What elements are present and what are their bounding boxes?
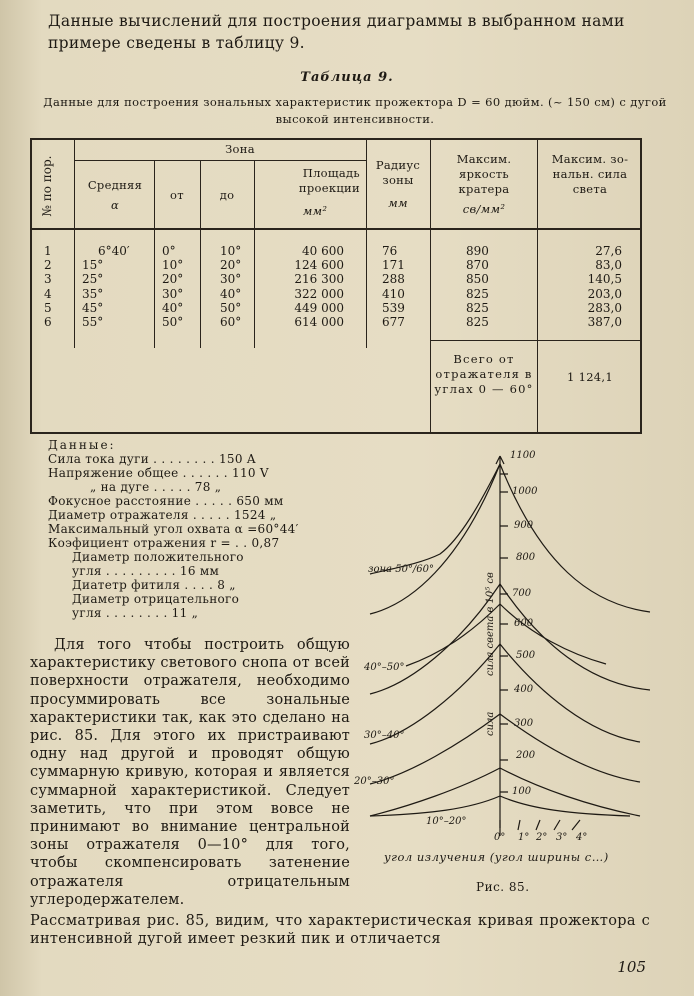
header-to: до — [219, 188, 235, 202]
zone-label-40-50: 40°–50° — [364, 662, 405, 673]
figure-caption: Рис. 85. — [476, 880, 530, 894]
data-line: Диаметр отрицательного — [72, 592, 240, 606]
data-heading: Данные: — [48, 438, 116, 452]
header-radius: Радиус зоны — [375, 158, 421, 187]
scale-label-500: 500 — [516, 650, 536, 661]
data-line: „ на дуге . . . . . 78 „ — [90, 480, 222, 494]
col-to: 10° 20° 30° 40° 50° 60° — [220, 244, 242, 330]
data-line: Диаметр отражателя . . . . . 1524 „ — [48, 508, 277, 522]
data-line: Сила тока дуги . . . . . . . . 150 A — [48, 452, 256, 466]
bottom-paragraph: Рассматривая рис. 85, видим, что характеристическая кривая прожектора с интенсивной дугой имеет резкий пик и отличается — [30, 913, 650, 947]
zone-label-30-40: 30°–40° — [364, 730, 405, 741]
col-middle: 6°40′ 15° 25° 35° 45° 55° — [82, 244, 130, 330]
header-number: № по пор. — [40, 155, 54, 217]
header-intensity: Максим. зо-нальн. сила света — [551, 152, 629, 196]
scale-label-900: 900 — [514, 520, 534, 531]
data-line: Фокусное расстояние . . . . . 650 мм — [48, 494, 284, 508]
data-line: Диаметр положительного — [72, 550, 244, 564]
header-from: от — [170, 188, 184, 202]
header-brightness: Максим. яркость кратера — [456, 152, 512, 196]
header-middle: Средняя — [87, 178, 143, 192]
y-label-1: сила света в 10⁵ св — [485, 572, 496, 676]
zone-label-50-60: зона 50°/60° — [368, 564, 435, 575]
table-caption: Таблица 9. — [300, 70, 394, 85]
scale-label-300: 300 — [514, 718, 534, 729]
data-line: Максимальный угол охвата α =60°44′ — [48, 522, 299, 536]
col-from: 0° 10° 20° 30° 40° 50° — [162, 244, 184, 330]
header-zone: Зона — [225, 142, 255, 156]
x-tick: 2° — [536, 832, 548, 843]
data-line: угля . . . . . . . . 11 „ — [72, 606, 199, 620]
header-brightness-unit: св/мм² — [462, 202, 506, 216]
col-area: 40 600 124 600 216 300 322 000 449 000 614 000 — [294, 244, 344, 330]
x-tick: 0° — [494, 832, 506, 843]
header-middle-unit: α — [110, 198, 120, 212]
data-line: угля . . . . . . . . . 16 мм — [72, 564, 220, 578]
header-radius-unit: мм — [388, 196, 408, 210]
x-tick: 4° — [576, 832, 588, 843]
data-line: Диатетр фитиля . . . . 8 „ — [72, 578, 236, 592]
scale-label-1100: 1100 — [510, 450, 536, 461]
total-label: Всего от отражателя в углах 0 — 60° — [434, 352, 534, 396]
scale-label-100: 100 — [512, 786, 532, 797]
body-paragraph: Для того чтобы построить общую характеристику светового снопа от всей поверхности отражателя, необходимо просуммировать все зональные характеристики так, как это сделано на рис. 85. Для этого их пристраивают одну над другой и проводят общую суммарную кривую, которая и является суммарной характеристикой. Следует заметить, что при этом вовсе не принимают во внимание центральной зоны отражателя 0—10° для того, чтобы скомпенсировать затенение отражателя отрицательным углеродержателем. — [30, 637, 350, 908]
x-tick: 3° — [556, 832, 568, 843]
col-number: 1 2 3 4 5 6 — [44, 244, 52, 330]
zone-label-20-30: 20°–30° — [354, 776, 395, 787]
total-value: 1 124,1 — [567, 370, 613, 384]
table-description: Данные для построения зональных характеристик прожектора D = 60 дюйм. (~ 150 см) с дугой высокой интенсивности. — [43, 95, 667, 126]
data-line: Коэфициент отражения r = . . 0,87 — [48, 536, 280, 550]
scale-label-400: 400 — [514, 684, 534, 695]
scale-label-800: 800 — [516, 552, 536, 563]
zone-label-10-20: 10°–20° — [426, 816, 467, 827]
page-number: 105 — [617, 958, 646, 976]
data-table — [30, 138, 642, 434]
scale-label-700: 700 — [512, 588, 532, 599]
figure-85 — [350, 444, 670, 844]
header-area: Площадь проекции — [298, 166, 360, 195]
figure-x-axis-label: угол излучения (угол ширины с…) — [384, 850, 609, 864]
intro-paragraph: Данные вычислений для построения диаграммы в выбранном нами примере сведены в таблицу 9. — [48, 12, 625, 52]
header-area-unit: мм² — [302, 204, 328, 218]
x-tick: 1° — [518, 832, 530, 843]
scale-label-200: 200 — [516, 750, 536, 761]
col-intensity: 27,6 83,0 140,5 203,0 283,0 387,0 — [587, 244, 622, 330]
col-brightness: 890 870 850 825 825 825 — [466, 244, 489, 330]
data-line: Напряжение общее . . . . . . 110 V — [48, 466, 269, 480]
col-radius: 76 171 288 410 539 677 — [382, 244, 405, 330]
y-label-2: сила — [485, 711, 496, 736]
scale-label-1000: 1000 — [512, 486, 538, 497]
data-block — [48, 438, 348, 620]
scale-label-600: 600 — [514, 618, 534, 629]
